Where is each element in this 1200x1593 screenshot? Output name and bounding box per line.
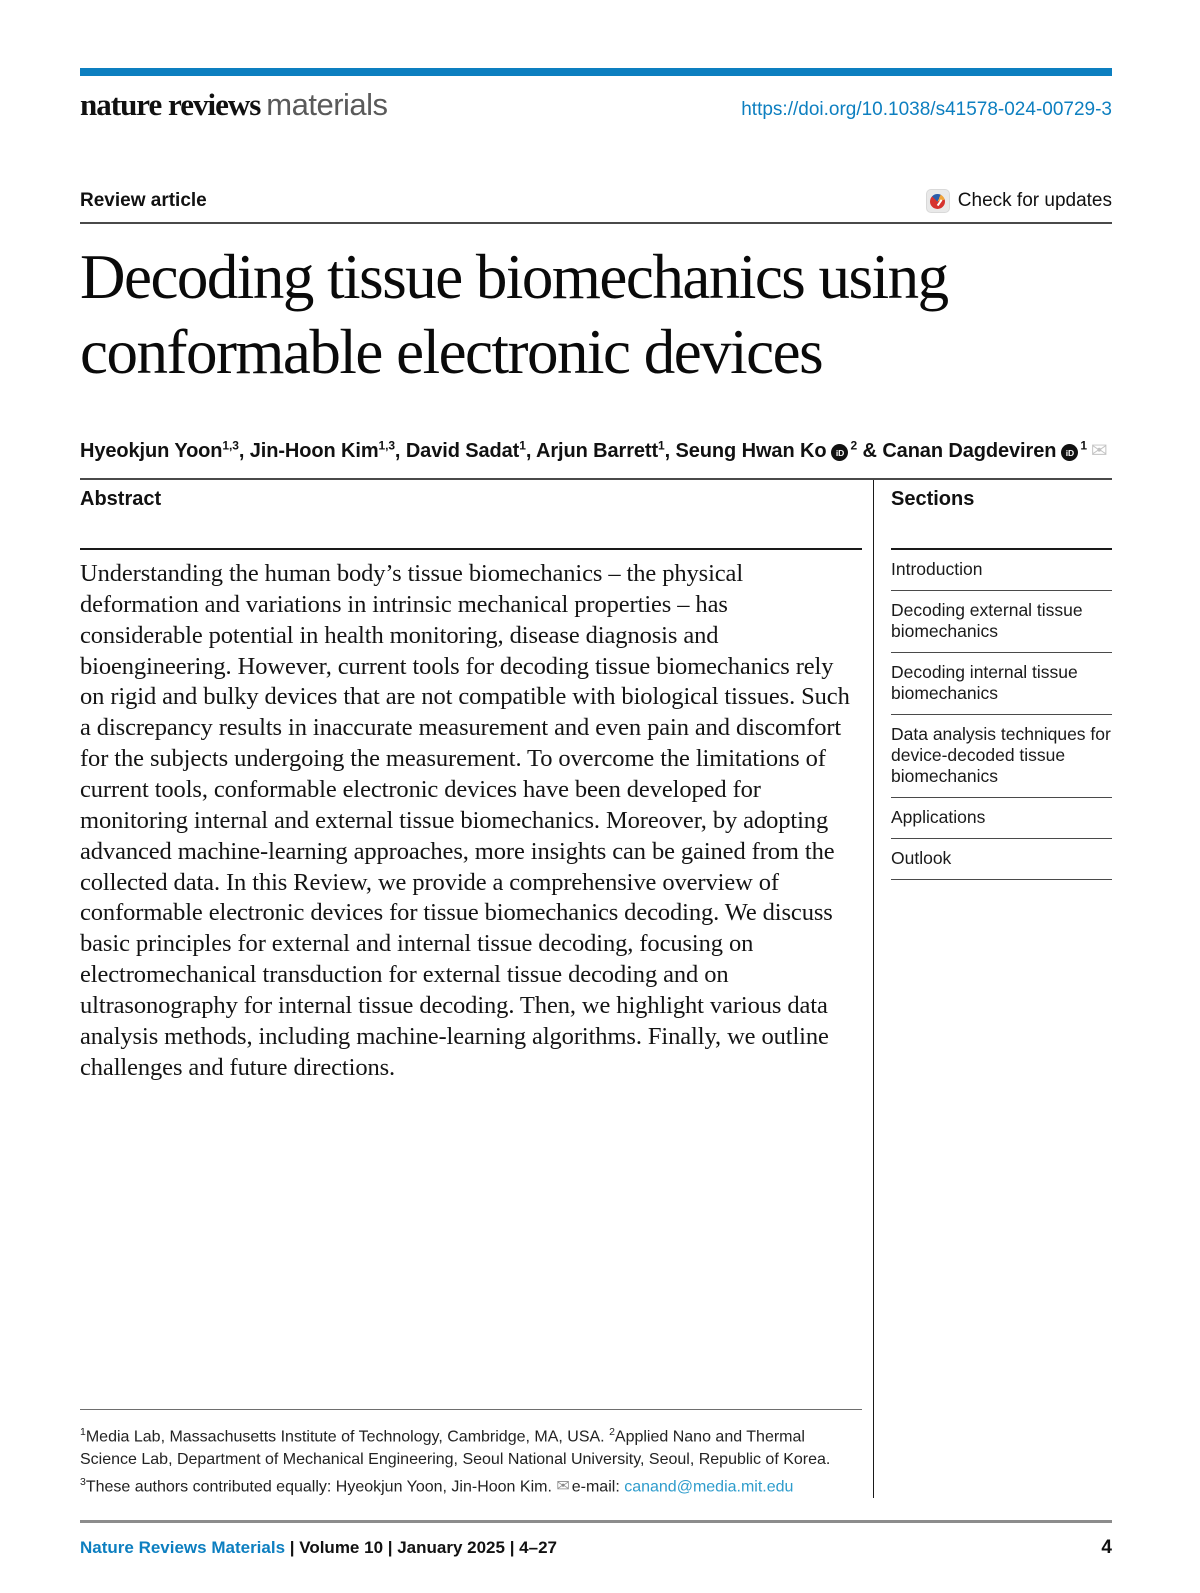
author-affiliation-sup: 1,3 [222, 438, 239, 453]
brand-bar [80, 68, 1112, 76]
sections-list [891, 550, 1112, 880]
affiliation-sup: 1 [80, 1426, 86, 1439]
journal-logo [80, 87, 388, 123]
crossmark-icon [926, 189, 950, 213]
page-footer [80, 1523, 1112, 1559]
abstract-column [80, 480, 862, 1498]
page-title: Decoding tissue biomechanics using conformable electronic devices [80, 242, 948, 387]
crossmark-circle-icon [930, 194, 945, 209]
section-link-data-analysis[interactable]: Data analysis techniques for device-decoded tissue biomechanics [891, 715, 1112, 798]
author-affiliation-sup: 2 [850, 438, 858, 453]
section-link-external-biomechanics[interactable]: Decoding external tissue biomechanics [891, 591, 1112, 653]
content-columns [80, 480, 1112, 1498]
abstract-text: Understanding the human body’s tissue biomechanics – the physical deformation and variations in intrinsic mechanical properties – has considerable potential in health monitoring, disease diagnosis and bioengineering. However, current tools for decoding tissue biomechanics rely on rigid and bulky devices that are not compatible with biological tissues. Such a discrepancy results in inaccurate measurement and even pain and discomfort for the subjects undergoing the measurement. To overcome the limitations of current tools, conformable electronic devices have been developed for monitoring internal and external tissue biomechanics. Moreover, by adopting advanced machine-learning approaches, more insights can be gained from the collected data. In this Review, we provide a comprehensive overview of conformable electronic devices for tissue biomechanics decoding. We discuss basic principles for external and internal tissue decoding, focusing on electromechanical transduction for external tissue decoding and on ultrasonography for internal tissue decoding. Then, we highlight various data analysis methods, including machine-learning algorithms. Finally, we outline challenges and future directions. [80, 559, 850, 1081]
author-affiliation-sup: 1 [1080, 438, 1087, 453]
section-link-introduction[interactable]: Introduction [891, 550, 1112, 591]
author-separator: , [525, 439, 536, 462]
affiliation-text: Applied Nano and Thermal Science Lab, Department of Mechanical Engineering, Seoul National University, Seoul, Republic of Korea. [80, 1428, 831, 1468]
section-link-internal-biomechanics[interactable]: Decoding internal tissue biomechanics [891, 653, 1112, 715]
footer-meta: | Volume 10 | January 2025 | 4–27 [285, 1537, 557, 1557]
affiliation-sup: 3 [80, 1475, 86, 1488]
email-label: e-mail: [571, 1477, 625, 1495]
author-affiliation-sup: 1 [658, 438, 665, 453]
author-name: Canan Dagdeviren [882, 439, 1057, 462]
divider [80, 548, 862, 550]
abstract-heading: Abstract [80, 487, 162, 510]
orcid-icon[interactable]: iD [1061, 444, 1078, 461]
affiliation-text: These authors contributed equally: Hyeokjun Yoon, Jin-Hoon Kim. [85, 1477, 557, 1495]
sections-column [873, 480, 1112, 1498]
email-link[interactable]: canand@media.mit.edu [624, 1477, 794, 1495]
author-affiliation-sup: 1 [519, 438, 526, 453]
article-type-label: Review article [80, 190, 207, 211]
author-separator: , [238, 439, 250, 462]
author-affiliation-sup: 1,3 [378, 438, 395, 453]
section-link-outlook[interactable]: Outlook [891, 839, 1112, 880]
author-separator: , [664, 439, 676, 462]
corresponding-mail-icon[interactable]: ✉ [1090, 439, 1108, 462]
affiliation-sup: 2 [609, 1426, 615, 1439]
check-for-updates-button[interactable] [926, 189, 1112, 213]
kicker-row [80, 189, 1112, 213]
footer-citation [80, 1538, 557, 1558]
author-list [80, 438, 1112, 463]
section-link-applications[interactable]: Applications [891, 798, 1112, 839]
divider [80, 222, 1112, 224]
check-for-updates-label: Check for updates [957, 190, 1112, 211]
page-number: 4 [1101, 1536, 1112, 1558]
author-name: Jin-Hoon Kim [249, 439, 379, 462]
mail-icon: ✉ [556, 1477, 570, 1495]
author-separator: , [394, 439, 406, 462]
author-name: Arjun Barrett [535, 439, 659, 462]
footer-journal-link[interactable]: Nature Reviews Materials [80, 1537, 286, 1557]
doi-link[interactable]: https://doi.org/10.1038/s41578-024-00729-3 [741, 99, 1112, 120]
author-name: Seung Hwan Ko [675, 439, 827, 462]
affiliation-text: Media Lab, Massachusetts Institute of Technology, Cambridge, MA, USA. [85, 1428, 610, 1446]
journal-logo-light: materials [266, 87, 388, 122]
journal-logo-bold: nature reviews [80, 87, 261, 122]
author-separator: & [857, 439, 883, 462]
affiliations-footnote [80, 1409, 862, 1498]
sections-heading: Sections [891, 487, 975, 510]
author-name: Hyeokjun Yoon [80, 439, 223, 462]
orcid-icon[interactable]: iD [831, 444, 848, 461]
author-name: David Sadat [405, 439, 520, 462]
masthead [80, 87, 1112, 123]
